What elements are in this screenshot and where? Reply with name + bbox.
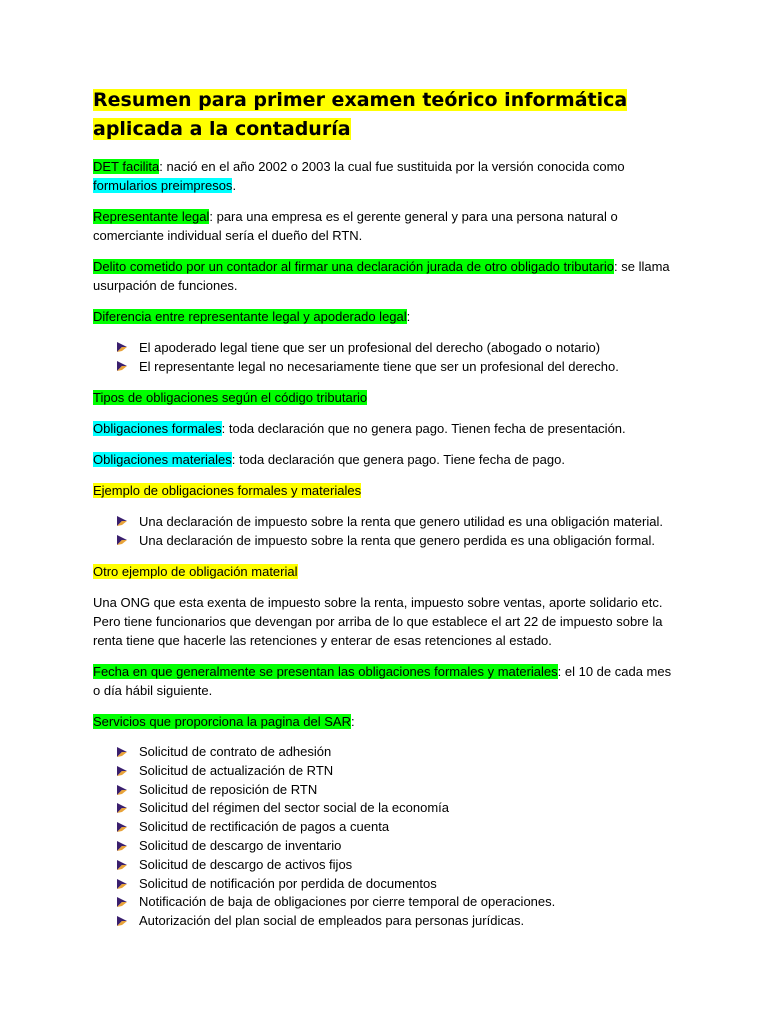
paragraph-ejemplo bbox=[93, 481, 678, 500]
list-item-text: El apoderado legal tiene que ser un profesional del derecho (abogado o notario) bbox=[139, 340, 601, 355]
list-item-text: Notificación de baja de obligaciones por cierre temporal de operaciones. bbox=[139, 894, 556, 910]
list-ejemplo bbox=[93, 512, 678, 550]
list-item bbox=[116, 818, 678, 837]
paragraph-diferencia: Diferencia entre representante legal y apoderado legal: bbox=[93, 309, 411, 324]
paragraph-otro-ejemplo bbox=[93, 562, 678, 581]
list-item-text: Una declaración de impuesto sobre la renta que genero perdida es una obligación formal. bbox=[139, 533, 655, 548]
paragraph-materiales: Obligaciones materiales: toda declaración que genera pago. Tiene fecha de pago. bbox=[93, 452, 565, 467]
list-item bbox=[116, 531, 678, 550]
arrow-bullet-icon bbox=[116, 765, 128, 777]
list-item bbox=[116, 743, 678, 762]
term-highlight: Obligaciones formales bbox=[93, 421, 222, 436]
list-item-text: Una declaración de impuesto sobre la renta que genero utilidad es una obligación material. bbox=[139, 514, 663, 529]
term-highlight: Fecha en que generalmente se presentan las obligaciones formales y materiales bbox=[93, 664, 558, 679]
list-item bbox=[116, 893, 678, 912]
term-highlight: Representante legal bbox=[93, 209, 210, 224]
paragraph-ong: Una ONG que esta exenta de impuesto sobre la renta, impuesto sobre ventas, aporte solidario etc. Pero tiene funcionarios que devengan por arriba de lo que establece el art 22 de impuesto sobre la renta tiene que hacerle las retenciones y enterar de esas retenciones al estado. bbox=[93, 595, 663, 648]
list-item-text: Solicitud de descargo de inventario bbox=[139, 837, 342, 853]
document-title: Resumen para primer examen teórico informática aplicada a la contaduría bbox=[93, 89, 628, 140]
arrow-bullet-icon bbox=[116, 802, 128, 814]
term-highlight: Obligaciones materiales bbox=[93, 452, 232, 467]
paragraph-delito: Delito cometido por un contador al firmar una declaración jurada de otro obligado tributario: se llama usurpación de funciones. bbox=[93, 259, 670, 293]
paragraph-formales: Obligaciones formales: toda declaración que no genera pago. Tienen fecha de presentación. bbox=[93, 421, 626, 436]
list-item bbox=[116, 856, 678, 875]
paragraph-servicios: Servicios que proporciona la pagina del SAR: bbox=[93, 714, 355, 729]
term-highlight: Delito cometido por un contador al firmar una declaración jurada de otro obligado tributario bbox=[93, 259, 615, 274]
arrow-bullet-icon bbox=[116, 896, 128, 908]
paragraph-det: DET facilita: nació en el año 2002 o 2003 la cual fue sustituida por la versión conocida como formularios preimpresos. bbox=[93, 159, 625, 193]
list-item bbox=[116, 837, 678, 856]
list-item bbox=[116, 799, 678, 818]
list-item bbox=[116, 357, 678, 376]
list-item-text: Solicitud de descargo de activos fijos bbox=[139, 856, 353, 872]
arrow-bullet-icon bbox=[116, 746, 128, 758]
list-item-text: Autorización del plan social de empleados para personas jurídicas. bbox=[139, 913, 525, 929]
list-diferencia bbox=[93, 338, 678, 376]
paragraph-tipos bbox=[93, 388, 678, 407]
arrow-bullet-icon bbox=[116, 859, 128, 871]
term-highlight: DET facilita bbox=[93, 159, 160, 174]
term-highlight: Servicios que proporciona la pagina del SAR bbox=[93, 714, 351, 729]
list-item-text: Solicitud del régimen del sector social de la economía bbox=[139, 800, 450, 816]
term-highlight: Ejemplo de obligaciones formales y materiales bbox=[93, 483, 362, 498]
arrow-bullet-icon bbox=[116, 515, 128, 527]
list-servicios bbox=[93, 743, 678, 931]
list-item bbox=[116, 512, 678, 531]
paragraph-representante: Representante legal: para una empresa es el gerente general y para una persona natural o comerciante individual sería el dueño del RTN. bbox=[93, 209, 618, 243]
list-item-text: Solicitud de contrato de adhesión bbox=[139, 744, 332, 759]
list-item-text: Solicitud de rectificación de pagos a cuenta bbox=[139, 819, 390, 835]
list-item bbox=[116, 875, 678, 894]
list-item-text: Solicitud de reposición de RTN bbox=[139, 781, 318, 797]
arrow-bullet-icon bbox=[116, 360, 128, 372]
term-highlight: Diferencia entre representante legal y apoderado legal bbox=[93, 309, 407, 324]
paragraph-fecha: Fecha en que generalmente se presentan las obligaciones formales y materiales: el 10 de cada mes o día hábil siguiente. bbox=[93, 664, 672, 698]
list-item-text: Solicitud de notificación por perdida de documentos bbox=[139, 875, 437, 891]
arrow-bullet-icon bbox=[116, 341, 128, 353]
arrow-bullet-icon bbox=[116, 534, 128, 546]
term-highlight: Tipos de obligaciones según el código tributario bbox=[93, 390, 368, 405]
arrow-bullet-icon bbox=[116, 840, 128, 852]
list-item-text: El representante legal no necesariamente tiene que ser un profesional del derecho. bbox=[139, 359, 619, 374]
arrow-bullet-icon bbox=[116, 878, 128, 890]
arrow-bullet-icon bbox=[116, 784, 128, 796]
list-item-text: Solicitud de actualización de RTN bbox=[139, 762, 334, 778]
list-item bbox=[116, 762, 678, 781]
list-item bbox=[116, 338, 678, 357]
arrow-bullet-icon bbox=[116, 821, 128, 833]
arrow-bullet-icon bbox=[116, 915, 128, 927]
list-item bbox=[116, 912, 678, 931]
term-highlight: formularios preimpresos bbox=[93, 178, 233, 193]
list-item bbox=[116, 781, 678, 800]
term-highlight: Otro ejemplo de obligación material bbox=[93, 564, 298, 579]
